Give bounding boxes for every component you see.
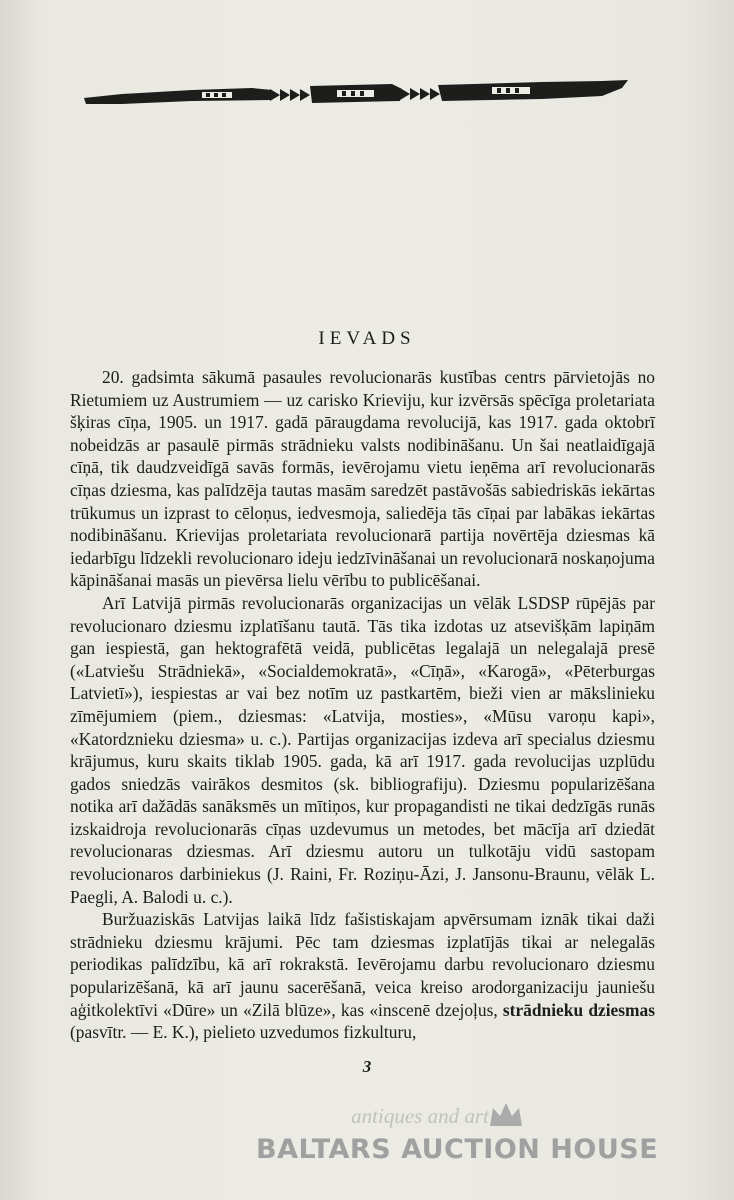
paragraph-3: [70, 908, 655, 1044]
page-number: 3: [362, 1057, 372, 1076]
decorative-header-ornament: [82, 78, 630, 112]
crown-icon: [487, 1100, 525, 1130]
paragraph-2: Arī Latvijā pirmās revolucionarās organizacijas un vēlāk LSDSP rūpējās par revolucionaro dziesmu izplatīšanu tautā. Tās tika izdotas uz atsevišķām lapiņām gan iespiestā, gan hektografētā veidā, publicētas legalajā un nelegalajā presē («Latviešu Strādniekā», «Socialdemokratā», «Cīņā», «Karogā», «Pēterburgas Latvietī»), iespiestas ar vai bez notīm uz pastkartēm, bieži vien ar mākslinieku zīmējumiem (piem., dziesmas: «Latvija, mosties», «Mūsu varoņu kapi», «Katordznieku dziesma» u. c.). Partijas organizacijas izdeva arī specialus dziesmu krājumus, kuru skaits tiklab 1905. gada, kā arī 1917. gada revolucijas uzplūdu gados sniedzās vairākos desmitos (sk. bibliografiju). Dziesmu popularizēšana notika arī dažādās sanāksmēs un mītiņos, kur propagandisti ne tikai dedzīgās runās izskaidroja revolucionarās cīņas uzdevumus un metodes, bet mācīja arī dziedāt revolucionaras dziesmas. Arī dziesmu autoru un tulkotāju vidū sastopam revolucionaros darbiniekus (J. Raini, Fr. Roziņu-Āzi, J. Jansonu-Braunu, vēlāk L. Paegli, A. Balodi u. c.).: [70, 592, 655, 907]
watermark-brand: BALTARS AUCTION HOUSE: [256, 1134, 659, 1165]
watermark-tagline: antiques and art: [351, 1104, 489, 1128]
body-text: [70, 366, 655, 1044]
paragraph-3-emphasis: strādnieku dziesmas: [502, 999, 655, 1020]
paragraph-3-text-after: (pasvītr. — E. K.), pielieto uzvedumos fizkulturu,: [70, 1022, 417, 1043]
auction-watermark: [250, 1098, 660, 1178]
chapter-title: IEVADS: [318, 328, 416, 349]
paragraph-1: 20. gadsimta sākumā pasaules revolucionarās kustības centrs pārvietojās no Rietumiem uz Austrumiem — uz carisko Krieviju, kur izvērsās spēcīga proletariata šķiras cīņa, 1905. un 1917. gadā pāraugdama revolucijā, kas 1917. gada oktobrī nobeidzās ar pasaulē pirmās strādnieku valsts nodibināšanu. Un šai neatlaidīgajā cīņā, tik daudzveidīgā savās formās, ievērojamu vietu ieņēma arī revolucionarās cīņas dziesma, kas palīdzēja tautas masām saredzēt pastāvošās sabiedriskās iekārtas trūkumus un izprast to cēloņus, iedvesmoja, saliedēja tās cīņai par labākas iekārtas nodibināšanu. Krievijas proletariata revolucionarā partija novērtēja dziesmas kā iedarbīgu līdzekli revolucionaro ideju iedzīvināšanai un revolucionarā noskaņojuma kāpināšanai masās un pievērsa lielu vērību to publicēšanai.: [70, 367, 655, 591]
paragraph-3-text-before: Buržuaziskās Latvijas laikā līdz fašistiskajam apvērsumam iznāk tikai daži strādnieku dziesmu krājumi. Pēc tam dziesmas izplatījās tikai ar nelegalās periodikas palīdzību, kā arī rokrakstā. Ievērojamu darbu revolucionaro dziesmu popularizēšanā, kā arī jaunu sacerēšanā, veica kreiso arodorganizaciju jauniešu aģitkolektīvi «Dūre» un «Zilā blūze», kas «inscenē dzejoļus,: [70, 909, 655, 1020]
